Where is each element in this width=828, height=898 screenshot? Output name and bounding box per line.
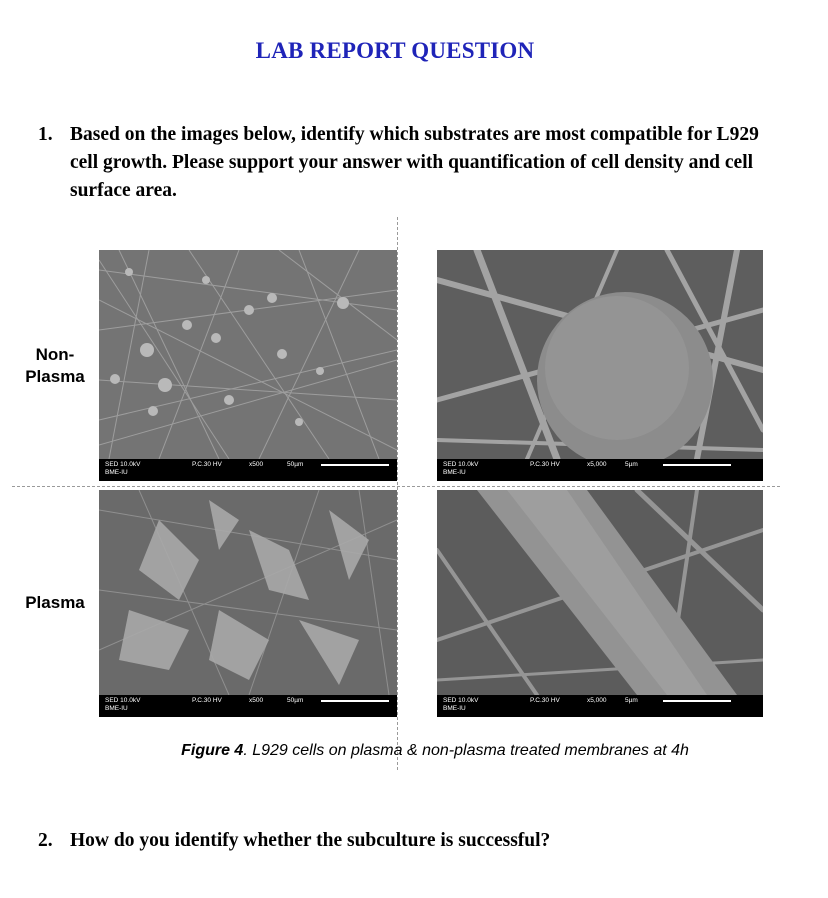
page-title: LAB REPORT QUESTION — [255, 38, 535, 63]
sem-image-plasma-x5000 — [437, 490, 763, 717]
horizontal-divider — [12, 486, 780, 487]
question-2-text: How do you identify whether the subculture is successful? — [70, 830, 551, 851]
sem-image-non-plasma-x500 — [99, 250, 397, 481]
figure-label: Figure 4 — [181, 742, 244, 759]
sem-info-bar: SED 10.0kV BME-IU P.C.30 HV x5,000 5µm — [437, 459, 763, 481]
question-1-number: 1. — [38, 124, 53, 145]
sem-info-bar: SED 10.0kV BME-IU P.C.30 HV x500 50µm — [99, 695, 397, 717]
row-label-plasma: Plasma — [25, 593, 85, 612]
scale-bar — [321, 700, 389, 702]
figure-caption — [0, 742, 828, 760]
sem-info-bar: SED 10.0kV BME-IU P.C.30 HV x500 50µm — [99, 459, 397, 481]
figure-caption-text: . L929 cells on plasma & non-plasma treated membranes at 4h — [243, 742, 689, 759]
sem-info-bar: SED 10.0kV BME-IU P.C.30 HV x5,000 5µm — [437, 695, 763, 717]
row-label-non-plasma: Non- Plasma — [25, 345, 85, 386]
vertical-divider — [397, 217, 398, 770]
scale-bar — [321, 464, 389, 466]
question-1-text: Based on the images below, identify which substrates are most compatible for L929 cell growth. Please support your answer with quantification of cell density and cell surface area. — [70, 124, 759, 201]
scale-bar — [663, 464, 731, 466]
question-2-number: 2. — [38, 830, 53, 851]
scale-bar — [663, 700, 731, 702]
sem-image-plasma-x500 — [99, 490, 397, 717]
sem-image-non-plasma-x5000 — [437, 250, 763, 481]
